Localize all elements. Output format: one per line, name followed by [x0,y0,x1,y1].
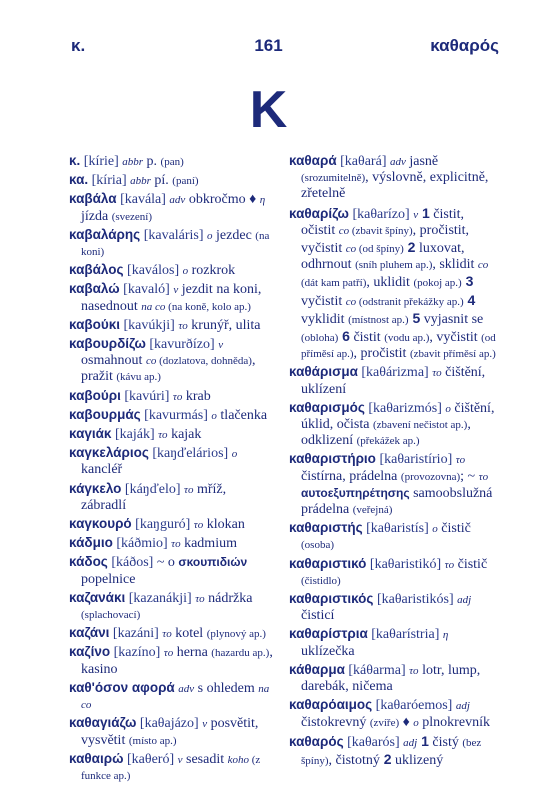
sense-number: 6 [338,328,350,345]
pronunciation: [kaθeró] [123,751,178,767]
headword: καθαιρώ [69,750,124,766]
header-right-guideword: καθαρός [430,36,499,55]
headword: κάθαρμα [289,661,345,677]
note: (kávu ap.) [116,371,161,384]
pronunciation: [kaŋguró] [131,517,194,533]
note: (od špíny) [356,243,404,256]
grammar-label: co [345,295,357,308]
translation: ♦ [399,714,414,730]
dictionary-entry [289,662,499,695]
sense-number: 1 [418,204,430,221]
note: (vodu ap.) [384,332,430,345]
pronunciation: [kaθaristikó] [366,556,445,572]
dictionary-entry [69,336,274,386]
translation: čistírna, prádelna [301,468,401,484]
pronunciation: [kavúri] [120,388,173,404]
grammar-label: koho [227,753,249,766]
translation: , uklidit [366,275,414,291]
dictionary-entry [289,364,499,397]
translation: nádržka [204,590,253,606]
translation: kajak [167,427,202,443]
translation: čištění, uklízení [301,365,486,397]
translation: uklizený [391,752,444,768]
note: (čistidlo) [301,574,341,587]
grammar-label: το [162,628,172,641]
grammar-label: co [477,259,489,272]
dictionary-entry [69,535,274,552]
headword: καθαρός [289,733,344,749]
page-header [0,36,537,60]
pronunciation: [kavurmás] [140,407,212,423]
left-column [69,153,274,786]
pronunciation: [kavaláris] [140,227,208,243]
translation: , vyčistit [429,330,482,346]
dictionary-entry [69,426,274,443]
note: (splachovací) [81,609,141,622]
dictionary-entry [69,625,274,642]
translation: čistit, očistit [301,206,464,238]
pronunciation: [kaják] [111,427,159,443]
note: (paní) [172,175,199,188]
grammar-label: o [211,409,217,422]
grammar-label: adv [178,682,195,695]
note: (místo ap.) [128,734,177,747]
pronunciation: [kavála] [116,192,170,208]
translation: , čistotný [328,752,380,768]
grammar-label: το [478,470,489,483]
note: (pokoj ap.) [413,277,462,290]
dictionary-entry [69,751,274,784]
translation: , odklizení [301,417,471,449]
dictionary-entry [69,317,274,334]
dictionary-entry [289,733,499,769]
headword: καβαλώ [69,281,120,297]
translation: vyjasnit se [420,311,484,327]
pronunciation: [kavaló] [119,282,174,298]
phrase: αυτοεξυπηρέτησης [301,485,410,500]
translation: jízda [81,208,112,224]
note: (bez špíny) [301,736,482,767]
translation: vyklidit [301,311,349,327]
pronunciation: [kaθarízo] [348,206,414,222]
sense-number: 2 [379,750,392,767]
headword: καθαρίζω [289,205,349,221]
pronunciation: [kavurðízo] [145,337,219,353]
note: (srozumitelně) [301,172,366,185]
note: (překážek ap.) [356,435,420,448]
grammar-label: adj [457,594,472,607]
grammar-label: adv [389,156,406,168]
translation: , výslovně, explicitně, zřetelně [301,170,489,202]
dictionary-entry [69,262,274,279]
grammar-label: adv [169,194,186,207]
note: (osoba) [301,539,334,552]
grammar-label: το [163,647,174,660]
grammar-label: o [231,448,238,461]
translation: osmahnout [81,353,146,369]
pronunciation: [kaθarístria] [367,627,443,643]
headword: καβούρι [69,387,121,403]
pronunciation: [káðos] [107,555,157,571]
dictionary-entry [69,516,274,533]
headword: καθαριστήριο [289,451,376,467]
grammar-label: το [193,519,204,532]
grammar-label: το [409,664,419,677]
dictionary-entry [69,227,274,260]
translation: čistič [437,521,471,537]
note: (pan) [160,156,184,168]
grammar-label: το [444,558,455,571]
headword: καβάλος [69,262,124,278]
dictionary-entry [69,445,274,478]
dictionary-entry [69,388,274,405]
note: (sníh pluhem ap.) [355,259,433,272]
pronunciation: [kaθará] [336,154,390,169]
translation: čistokrevný [301,714,370,730]
dictionary-entry [69,644,274,677]
note: (plynový ap.) [206,628,266,641]
headword: κ. [69,153,81,168]
note: (veřejná) [352,504,393,517]
dictionary-entry [69,191,274,224]
grammar-label: na co [81,682,270,712]
translation: , pročistit [353,346,410,362]
grammar-label: v [173,284,179,297]
translation: kadmium [180,536,237,552]
dictionary-entry [289,520,499,553]
dictionary-entry [69,281,274,314]
grammar-label: το [195,592,205,605]
translation: posvětit, vysvětit [81,716,259,748]
headword: κάδμιο [69,535,113,551]
dictionary-entry [289,400,499,450]
grammar-label: η [442,629,449,642]
headword: καθαριστικός [289,591,374,607]
page-number: 161 [254,36,283,55]
grammar-label: o [413,716,419,729]
grammar-label: adj [403,736,418,749]
headword: καθαρισμός [289,399,365,415]
note: (svezení) [111,210,153,223]
grammar-label: το [184,483,194,496]
headword: καθ'όσον αφορά [69,679,175,695]
translation: rozkrok [188,263,236,279]
grammar-label: το [158,429,168,442]
translation: mříž, zábradlí [81,481,227,513]
headword: καβουρδίζω [69,336,146,352]
translation: klokan [203,517,245,533]
grammar-label: το [432,367,442,380]
headword: κα. [69,172,89,188]
headword: καγκελάριος [69,445,149,461]
translation: pí. [150,173,173,189]
headword: καθάρισμα [289,364,358,380]
translation: kancléř [81,462,123,478]
grammar-label: το [178,319,188,332]
pronunciation: [kaθarós] [343,734,404,750]
grammar-label: o [432,523,438,536]
note: (odstranit překážky ap.) [356,295,464,308]
translation: jezdit na koni, nasednout [81,282,262,314]
pronunciation: [kaθaristírio] [375,452,456,468]
grammar-label: το [171,538,181,551]
grammar-label: o [207,229,213,242]
headword: καγκουρό [69,516,132,532]
phrase: σκουπιδιών [178,555,248,570]
translation: s ohledem [194,680,259,696]
note: (zbavit příměsí ap.) [409,348,496,361]
translation: čištění, úklid, očista [301,400,495,433]
grammar-label: co [345,243,357,256]
grammar-label: abbr [130,175,151,188]
translation: ~ o [156,555,179,571]
dictionary-entry [69,172,274,189]
pronunciation: [kaŋďelários] [148,446,232,462]
headword: καζίνο [69,644,111,660]
headword: καθαρά [289,153,337,168]
translation: sesadit [182,751,228,767]
translation: čistič [454,556,488,572]
translation: p. [143,154,161,169]
headword: καθαριστικό [289,555,367,571]
dictionary-entry [69,715,274,748]
headword: κάδος [69,554,108,570]
translation: lotr, lump, darebák, ničema [301,662,481,695]
headword: καθαριστής [289,520,363,536]
translation: plnokrevník [418,714,490,730]
pronunciation: [kaθaristikós] [373,592,458,608]
translation: krab [182,388,211,404]
pronunciation: [káŋďelo] [121,481,185,497]
translation: čistit [349,330,385,346]
grammar-label: o [445,402,451,415]
pronunciation: [kaθajázo] [136,716,203,732]
header-left-guideword: κ. [71,36,86,55]
pronunciation: [kaθaróemos] [372,698,456,714]
pronunciation: [kazanákji] [125,590,196,606]
translation: , pročistit, vyčistit [301,222,470,257]
note: (hazardu ap.) [211,647,270,660]
translation: herna [173,645,212,661]
pronunciation: [kíria] [88,173,131,189]
headword: καβαλάρης [69,226,141,242]
translation: krunýř, ulita [187,317,261,333]
pronunciation: [kaválos] [123,263,183,279]
grammar-label: na co [141,300,166,313]
dictionary-entry [289,626,499,659]
grammar-label: v [218,339,224,352]
grammar-label: v [202,718,208,731]
translation: čisticí [301,608,335,624]
sense-number: 5 [408,309,421,326]
note: (místnost ap.) [348,313,409,326]
headword: καζανάκι [69,589,126,605]
grammar-label: η [259,194,266,207]
grammar-label: v [177,753,183,766]
headword: καβάλα [69,191,117,207]
translation: , sklidit [432,257,478,273]
pronunciation: [káðmio] [112,536,172,552]
dictionary-entry [289,556,499,589]
headword: καζάνι [69,625,110,641]
translation: samoobslužná prádelna [301,485,493,518]
headword: κάγκελο [69,480,122,496]
section-letter: K [249,81,288,139]
grammar-label: co [338,224,350,237]
pronunciation: [kaθarizmós] [364,400,446,416]
sense-number: 3 [461,273,474,290]
translation: , kasino [81,645,273,677]
dictionary-entry [289,697,499,730]
dictionary-entry [69,680,274,713]
dictionary-entry [289,153,499,203]
headword: καβουρμάς [69,406,141,422]
note: (zbavit špíny) [349,224,413,237]
headword: καβούκι [69,316,121,332]
note: (dát kam patří) [301,277,367,290]
dictionary-entry [69,590,274,623]
note: (zbavení nečistot ap.) [372,419,468,432]
pronunciation: [kírie] [80,154,123,169]
translation: obkročmo ♦ [185,192,260,208]
translation: vyčistit [301,293,346,309]
dictionary-entry [69,554,274,587]
translation: luxovat, odhrnout [301,241,465,273]
note: (z funkce ap.) [81,753,261,782]
note: (na koně, kolo ap.) [165,300,251,313]
pronunciation: [káθarma] [344,662,410,678]
note: (na koni) [81,229,270,259]
translation: čistý [428,734,463,750]
note: (zvíře) [369,716,400,729]
note: (od příměsí ap.) [301,332,496,361]
translation: tlačenka [216,407,268,423]
translation: jasně [405,154,439,169]
dictionary-entry [289,451,499,518]
sense-number: 4 [463,291,476,308]
grammar-label: abbr [122,156,144,168]
translation: jezdec [212,227,256,243]
dictionary-entry [69,481,274,514]
headword: καγιάκ [69,426,112,442]
translation: popelnice [81,571,136,587]
grammar-label: το [172,390,183,403]
sense-number: 2 [403,239,416,256]
translation: uklízečka [301,643,355,659]
pronunciation: [kazáni] [109,626,163,642]
grammar-label: v [413,208,419,221]
dictionary-entry [69,407,274,424]
headword: καθαρίστρια [289,626,368,642]
note: (provozovna) [400,470,461,483]
pronunciation: [kaθaristís] [362,521,433,537]
translation: ; ~ [460,468,479,484]
translation: , pražit [81,353,256,385]
grammar-label: adj [455,700,470,713]
dictionary-entry [289,591,499,624]
note: (dozlatova, dohněda) [156,355,252,368]
dictionary-entry [69,153,274,170]
grammar-label: co [145,355,157,368]
pronunciation: [kaθárizma] [357,365,433,381]
right-column [289,153,499,771]
headword: καθαρόαιμος [289,697,373,713]
pronunciation: [kavúkji] [120,317,179,333]
dictionary-entry [289,205,499,363]
grammar-label: το [455,454,466,467]
sense-number: 1 [417,732,429,749]
pronunciation: [kazíno] [110,645,164,661]
note: (obloha) [301,332,339,345]
grammar-label: o [182,265,189,278]
translation: kotel [171,626,207,642]
headword: καθαγιάζω [69,715,137,731]
